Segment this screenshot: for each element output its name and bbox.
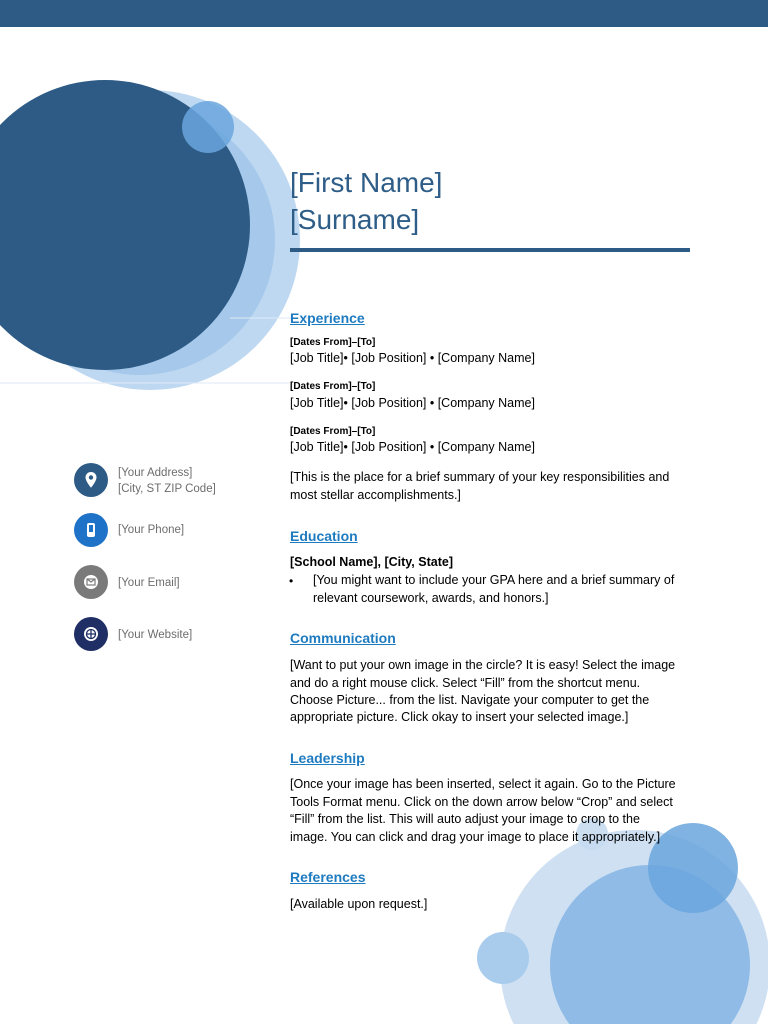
- communication-line: Choose Picture... from the list. Navigate your computer to get the: [290, 693, 650, 707]
- website-text: [Your Website]: [118, 629, 193, 641]
- experience-summary-line: most stellar accomplishments.]: [290, 488, 461, 502]
- references-text: [Available upon request.]: [290, 897, 428, 911]
- address-line-2: [City, ST ZIP Code]: [118, 483, 216, 495]
- experience-detail: [Job Title]• [Job Position] • [Company Name]: [290, 351, 535, 365]
- phone-text: [Your Phone]: [118, 524, 185, 536]
- website-icon: [74, 617, 108, 651]
- name-divider: [290, 248, 690, 252]
- leadership-line: image. You can click and drag your image to place it appropriately.]: [290, 830, 661, 844]
- address-line-1: [Your Address]: [118, 467, 193, 479]
- bullet-dot: •: [289, 574, 294, 588]
- communication-line: [Want to put your own image in the circle? It is easy! Select the image: [290, 658, 676, 672]
- experience-heading: Experience: [290, 310, 365, 326]
- education-bullet-line: relevant coursework, awards, and honors.]: [313, 591, 549, 605]
- leadership-line: [Once your image has been inserted, select it again. Go to the Picture: [290, 777, 676, 791]
- experience-dates: [Dates From]–[To]: [290, 426, 376, 437]
- experience-dates: [Dates From]–[To]: [290, 381, 376, 392]
- communication-line: appropriate picture. Click okay to insert your selected image.]: [290, 710, 629, 724]
- experience-detail: [Job Title]• [Job Position] • [Company Name]: [290, 396, 535, 410]
- education-heading: Education: [290, 528, 358, 544]
- email-icon: [74, 565, 108, 599]
- communication-line: and do a right mouse click. Select “Fill” from the shortcut menu.: [290, 676, 641, 690]
- leadership-heading: Leadership: [290, 750, 365, 766]
- map-pin-icon: [74, 463, 108, 497]
- communication-heading: Communication: [290, 630, 396, 646]
- phone-icon: [74, 513, 108, 547]
- surname: [Surname]: [290, 204, 420, 235]
- leadership-line: Tools Format menu. Click on the down arrow below “Crop” and select: [290, 795, 673, 809]
- experience-summary-line: [This is the place for a brief summary of your key responsibilities and: [290, 470, 670, 484]
- leadership-line: “Fill” from the list. This will auto adjust your image to crop to the: [290, 812, 640, 826]
- experience-detail: [Job Title]• [Job Position] • [Company Name]: [290, 440, 535, 454]
- education-school: [School Name], [City, State]: [290, 555, 453, 569]
- experience-dates: [Dates From]–[To]: [290, 337, 376, 348]
- first-name: [First Name]: [290, 167, 443, 198]
- references-heading: References: [290, 869, 366, 885]
- education-bullet-line: [You might want to include your GPA here and a brief summary of: [313, 573, 675, 587]
- small-accent-circle: [182, 101, 234, 153]
- bottom-small-circle: [477, 932, 529, 984]
- email-text: [Your Email]: [118, 577, 180, 589]
